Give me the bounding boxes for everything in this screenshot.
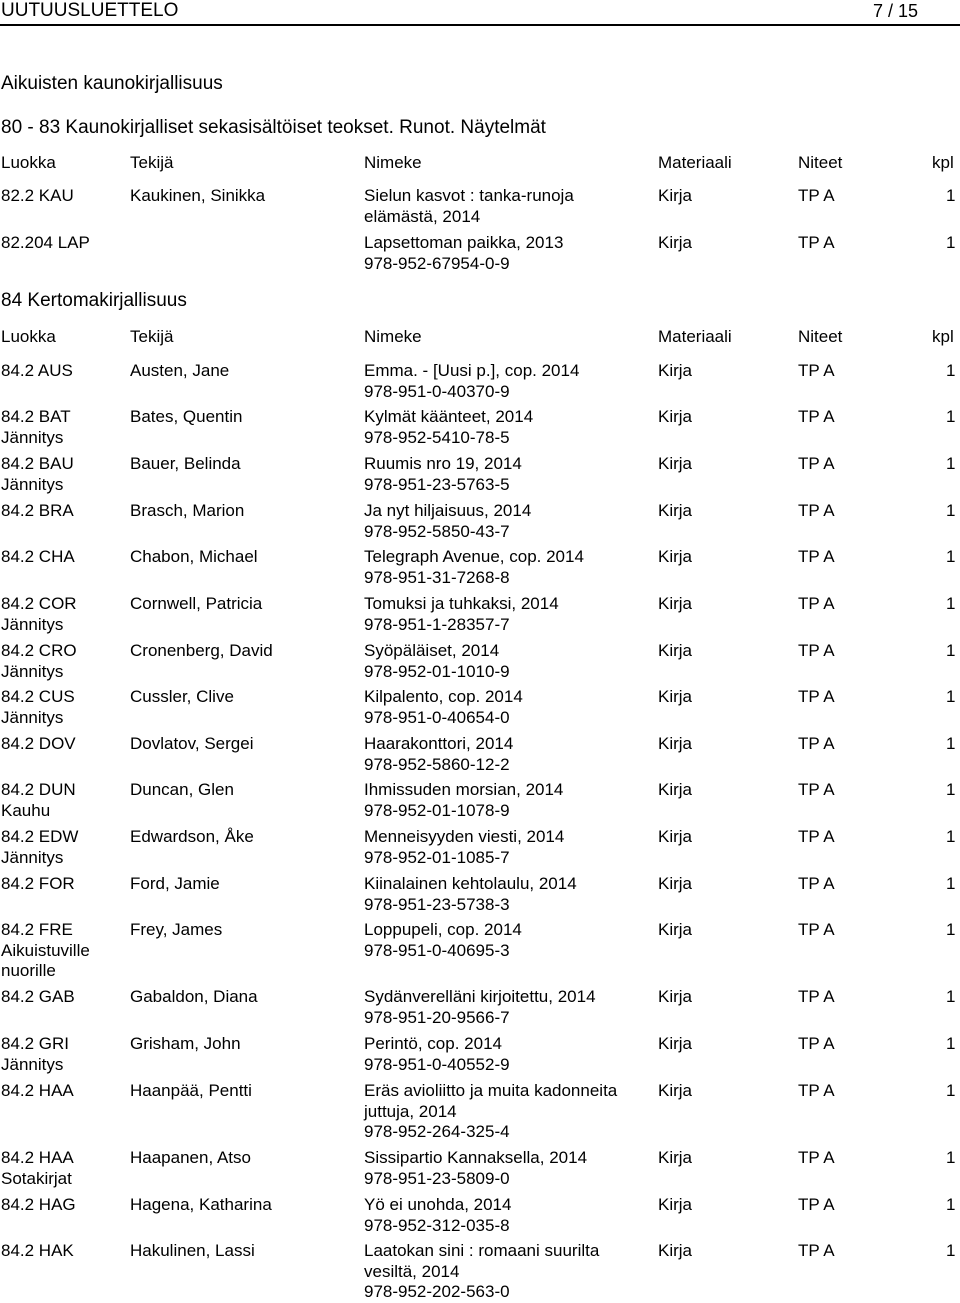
entry-count: 1 [946,827,956,846]
entry-isbn: 978-952-312-035-8 [364,1215,510,1235]
header-rule [0,24,960,26]
entry-class [1,361,127,382]
entry-isbn: 978-952-01-1078-9 [364,800,510,820]
class-code: 84.2 HAG [1,1195,76,1214]
class-code: 84.2 CHA [1,547,75,566]
entry-class [1,1034,127,1075]
entry-count: 1 [946,687,956,706]
entry-copies-location: TP A [798,547,835,566]
entry-title [364,920,654,961]
entry-author: Dovlatov, Sergei [130,734,254,753]
entry-count: 1 [946,501,956,520]
entry-title [364,1081,654,1143]
entry-title-line: Laatokan sini : romaani suurilta [364,1241,600,1260]
genre-label: Kauhu [1,800,51,820]
entry-author: Bauer, Belinda [130,454,241,473]
entry-title-line: Lapsettoman paikka, 2013 [364,233,564,252]
entry-class [1,1148,127,1189]
entry-copies-location: TP A [798,186,835,205]
entry-material: Kirja [658,1081,693,1100]
class-code: 84.2 DUN [1,780,76,799]
entry-copies-location: TP A [798,454,835,473]
class-code: 82.204 LAP [1,233,90,252]
entry-copies-location: TP A [798,987,835,1006]
entry-isbn: 978-951-0-40552-9 [364,1054,510,1074]
entry-isbn: 978-951-0-40654-0 [364,707,510,727]
entry-copies-location: TP A [798,1241,835,1260]
class-code: 84.2 COR [1,594,77,613]
entry-class [1,547,127,568]
entry-title [364,641,654,682]
entry-title-line: Menneisyyden viesti, 2014 [364,827,565,846]
class-code: 84.2 FOR [1,874,75,893]
entry-isbn: 978-951-1-28357-7 [364,614,510,634]
entry-title-line: Eräs avioliitto ja muita kadonneita [364,1081,618,1100]
entry-title-line: Ja nyt hiljaisuus, 2014 [364,501,532,520]
class-code: 84.2 BAU [1,454,74,473]
entry-author: Brasch, Marion [130,501,245,520]
entry-title [364,454,654,495]
entry-count: 1 [946,594,956,613]
entry-title [364,1034,654,1075]
entry-class [1,1081,127,1102]
entry-material: Kirja [658,1195,693,1214]
entry-count: 1 [946,920,956,939]
entry-title-line: Telegraph Avenue, cop. 2014 [364,547,584,566]
genre-label: Jännitys [1,847,64,867]
entry-title-line: Haarakonttori, 2014 [364,734,514,753]
class-code: 84.2 CRO [1,641,77,660]
entry-title [364,1148,654,1189]
entry-title-line: Perintö, cop. 2014 [364,1034,502,1053]
col-materiaali-header: Materiaali [658,327,732,346]
entry-class [1,874,127,895]
entry-material: Kirja [658,547,693,566]
entry-title-line: elämästä, 2014 [364,206,481,226]
entry-count: 1 [946,407,956,426]
column-header-row [0,326,960,348]
entry-author: Hagena, Katharina [130,1195,272,1214]
class-code: 84.2 BRA [1,501,74,520]
col-luokka-header: Luokka [1,327,56,346]
entry-author: Cussler, Clive [130,687,234,706]
entry-title-line: Kylmät käänteet, 2014 [364,407,534,426]
entry-material: Kirja [658,1241,693,1260]
entry-title [364,547,654,588]
entry-material: Kirja [658,407,693,426]
col-nimeke-header: Nimeke [364,153,422,172]
entry-count: 1 [946,641,956,660]
entry-count: 1 [946,874,956,893]
class-code: 84.2 AUS [1,361,73,380]
entry-copies-location: TP A [798,594,835,613]
col-tekija-header: Tekijä [130,327,174,346]
entry-title-line: Ihmissuden morsian, 2014 [364,780,564,799]
class-code: 84.2 GRI [1,1034,70,1053]
genre-label: Sotakirjat [1,1168,72,1188]
genre-label: Jännitys [1,427,64,447]
entry-title-line: juttuja, 2014 [364,1101,457,1121]
entry-count: 1 [946,780,956,799]
entry-count: 1 [946,233,956,252]
entry-title-line: Emma. - [Uusi p.], cop. 2014 [364,361,580,380]
class-code: 84.2 DOV [1,734,76,753]
entry-count: 1 [946,987,956,1006]
entry-author: Hakulinen, Lassi [130,1241,255,1260]
entry-class [1,1195,127,1216]
entry-title [364,874,654,915]
entry-copies-location: TP A [798,874,835,893]
genre-label: Jännitys [1,661,64,681]
entry-material: Kirja [658,641,693,660]
entry-copies-location: TP A [798,641,835,660]
entry-material: Kirja [658,454,693,473]
entry-author: Ford, Jamie [130,874,220,893]
col-kpl-header: kpl [932,153,954,172]
entry-class [1,501,127,522]
entry-title-line: vesiltä, 2014 [364,1261,460,1281]
entry-copies-location: TP A [798,1034,835,1053]
entry-count: 1 [946,186,956,205]
col-luokka-header: Luokka [1,153,56,172]
entry-material: Kirja [658,233,693,252]
entry-material: Kirja [658,920,693,939]
entry-material: Kirja [658,594,693,613]
col-kpl-header: kpl [932,327,954,346]
entry-author: Kaukinen, Sinikka [130,186,266,205]
entry-material: Kirja [658,186,693,205]
entry-copies-location: TP A [798,920,835,939]
entry-isbn: 978-951-20-9566-7 [364,1007,510,1027]
entry-copies-location: TP A [798,233,835,252]
entry-material: Kirja [658,734,693,753]
entry-title-line: Ruumis nro 19, 2014 [364,454,522,473]
entry-author: Haapanen, Atso [130,1148,251,1167]
entry-count: 1 [946,1195,956,1214]
entry-title [364,361,654,402]
class-code: 84.2 GAB [1,987,75,1006]
entry-class [1,641,127,682]
entry-title-line: Tomuksi ja tuhkaksi, 2014 [364,594,559,613]
entry-title-line: Kilpalento, cop. 2014 [364,687,523,706]
entry-material: Kirja [658,987,693,1006]
entry-author: Haanpää, Pentti [130,1081,252,1100]
category-heading: Aikuisten kaunokirjallisuus [1,73,223,94]
entry-material: Kirja [658,1034,693,1053]
genre-label: Jännitys [1,1054,64,1074]
entry-author: Gabaldon, Diana [130,987,258,1006]
section-heading: 80 - 83 Kaunokirjalliset sekasisältöiset teokset. Runot. Näytelmät [1,117,546,138]
entry-copies-location: TP A [798,1081,835,1100]
entry-title-line: Sydänverelläni kirjoitettu, 2014 [364,987,596,1006]
col-tekija-header: Tekijä [130,153,174,172]
entry-author: Duncan, Glen [130,780,234,799]
entry-count: 1 [946,1081,956,1100]
entry-class [1,233,127,254]
entry-author: Grisham, John [130,1034,241,1053]
entry-isbn: 978-951-31-7268-8 [364,567,510,587]
entry-class [1,780,127,821]
entry-class [1,827,127,868]
class-code: 84.2 HAA [1,1081,74,1100]
entry-class [1,687,127,728]
entry-title [364,233,654,274]
entry-title [364,1241,654,1303]
entry-author: Austen, Jane [130,361,230,380]
entry-copies-location: TP A [798,501,835,520]
class-code: 84.2 BAT [1,407,71,426]
entry-title [364,987,654,1028]
entry-copies-location: TP A [798,827,835,846]
entry-title-line: Syöpäläiset, 2014 [364,641,500,660]
entry-isbn: 978-951-0-40695-3 [364,940,510,960]
entry-isbn: 978-952-202-563-0 [364,1282,510,1302]
document-header [0,0,960,26]
entry-title [364,501,654,542]
entry-title [364,186,654,227]
entry-title [364,734,654,775]
entry-title [364,1195,654,1236]
column-header-row [0,152,960,174]
entry-class [1,186,127,207]
entry-author: Cronenberg, David [130,641,273,660]
entry-material: Kirja [658,1148,693,1167]
entry-class [1,1241,127,1262]
genre-label: Aikuistuville [1,940,90,960]
col-niteet-header: Niteet [798,153,843,172]
entry-count: 1 [946,734,956,753]
entry-author: Bates, Quentin [130,407,243,426]
entry-title [364,827,654,868]
entry-title [364,780,654,821]
entry-isbn: 978-952-5850-43-7 [364,521,510,541]
entry-copies-location: TP A [798,734,835,753]
entry-isbn: 978-952-264-325-4 [364,1122,510,1142]
entry-class [1,987,127,1008]
entry-class [1,920,127,982]
class-code: 84.2 HAA [1,1148,74,1167]
entry-material: Kirja [658,874,693,893]
entry-copies-location: TP A [798,780,835,799]
entry-isbn: 978-952-5860-12-2 [364,754,510,774]
entry-material: Kirja [658,361,693,380]
genre-label: nuorille [1,961,56,981]
entry-isbn: 978-952-5410-78-5 [364,427,510,447]
entry-class [1,734,127,755]
col-materiaali-header: Materiaali [658,153,732,172]
entry-count: 1 [946,361,956,380]
entry-copies-location: TP A [798,407,835,426]
class-code: 84.2 CUS [1,687,75,706]
entry-isbn: 978-952-67954-0-9 [364,253,510,273]
entry-title [364,407,654,448]
entry-author: Chabon, Michael [130,547,258,566]
entry-class [1,407,127,448]
entry-copies-location: TP A [798,1195,835,1214]
col-nimeke-header: Nimeke [364,327,422,346]
entry-isbn: 978-951-0-40370-9 [364,381,510,401]
entry-title-line: Yö ei unohda, 2014 [364,1195,512,1214]
entry-material: Kirja [658,501,693,520]
genre-label: Jännitys [1,707,64,727]
entry-author: Frey, James [130,920,223,939]
entry-material: Kirja [658,780,693,799]
page-number: 7 / 15 [872,1,918,21]
class-code: 84.2 HAK [1,1241,74,1260]
document-title: UUTUUSLUETTELO [1,0,179,21]
entry-count: 1 [946,1034,956,1053]
genre-label: Jännitys [1,614,64,634]
entry-title-line: Sissipartio Kannaksella, 2014 [364,1148,588,1167]
entry-copies-location: TP A [798,687,835,706]
entry-material: Kirja [658,827,693,846]
class-code: 84.2 EDW [1,827,79,846]
entry-title [364,594,654,635]
entry-copies-location: TP A [798,1148,835,1167]
entry-count: 1 [946,454,956,473]
entry-class [1,454,127,495]
entry-author: Edwardson, Åke [130,827,254,846]
entry-material: Kirja [658,687,693,706]
entry-isbn: 978-951-23-5763-5 [364,474,510,494]
entry-title-line: Loppupeli, cop. 2014 [364,920,522,939]
entry-isbn: 978-951-23-5738-3 [364,894,510,914]
entry-author: Cornwell, Patricia [130,594,263,613]
class-code: 82.2 KAU [1,186,74,205]
col-niteet-header: Niteet [798,327,843,346]
genre-label: Jännitys [1,474,64,494]
entry-title-line: Sielun kasvot : tanka-runoja [364,186,574,205]
entry-count: 1 [946,1148,956,1167]
section-heading: 84 Kertomakirjallisuus [1,290,187,311]
entry-copies-location: TP A [798,361,835,380]
entry-count: 1 [946,1241,956,1260]
entry-isbn: 978-951-23-5809-0 [364,1168,510,1188]
entry-isbn: 978-952-01-1010-9 [364,661,510,681]
entry-title-line: Kiinalainen kehtolaulu, 2014 [364,874,577,893]
entry-class [1,594,127,635]
class-code: 84.2 FRE [1,920,73,939]
entry-title [364,687,654,728]
entry-isbn: 978-952-01-1085-7 [364,847,510,867]
entry-count: 1 [946,547,956,566]
